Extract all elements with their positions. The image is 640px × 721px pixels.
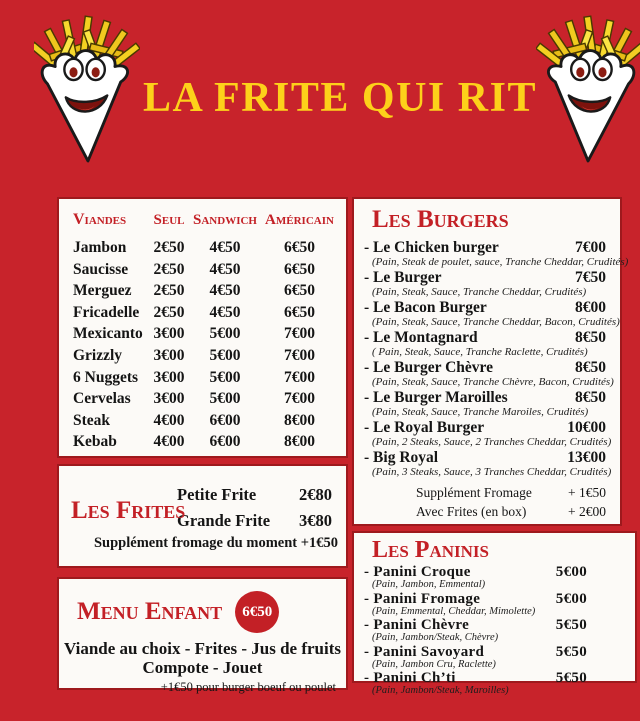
extra-label: Avec Frites (en box) xyxy=(416,504,527,519)
price-sandwich: 4€50 xyxy=(209,260,241,278)
paninis-list xyxy=(364,565,587,697)
list-item xyxy=(177,508,332,534)
extra-price: + 1€50 xyxy=(568,485,606,500)
meat-name: Mexicanto xyxy=(73,325,143,343)
price-seul: 2€50 xyxy=(153,260,185,278)
list-item xyxy=(364,359,614,388)
price-americain: 6€50 xyxy=(284,303,315,321)
panini-name: - Panini Chèvre xyxy=(364,618,469,633)
list-item xyxy=(364,270,606,298)
burger-name: - Le Montagnard xyxy=(364,330,478,346)
price-americain: 6€50 xyxy=(284,239,315,256)
price-americain: 7€00 xyxy=(284,346,315,364)
menu-enfant-line1: Viande au choix - Frites - Jus de fruits xyxy=(63,639,342,658)
list-item xyxy=(364,299,620,328)
burger-price: 8€50 xyxy=(575,329,606,346)
price-seul: 3€00 xyxy=(153,390,185,408)
viandes-heading: Viandes xyxy=(73,211,127,228)
burger-ingredients: ( Pain, Steak, Sauce, Tranche Raclette, Crudités) xyxy=(372,346,588,358)
burger-price: 8€50 xyxy=(575,389,606,406)
burger-price: 8€50 xyxy=(575,359,606,376)
burger-ingredients: (Pain, Steak, Sauce, Tranche Cheddar, Crudités) xyxy=(372,286,587,298)
price-americain: 7€00 xyxy=(284,325,315,343)
frite-price: 3€80 xyxy=(299,511,332,530)
meat-name: Merguez xyxy=(73,282,132,300)
meat-name: Jambon xyxy=(73,239,127,256)
burger-name: - Le Burger xyxy=(364,270,442,286)
panini-ingredients: (Pain, Jambon Cru, Raclette) xyxy=(372,658,496,670)
burger-name: - Le Chicken burger xyxy=(364,240,499,256)
column-header-seul: Seul xyxy=(153,212,185,228)
table-row xyxy=(73,410,336,432)
burger-price: 7€50 xyxy=(575,269,606,286)
burgers-extras xyxy=(364,483,606,521)
column-header-americain: Américain xyxy=(265,212,334,228)
menu-enfant-heading: Menu Enfant xyxy=(77,598,223,625)
menu-enfant-header xyxy=(77,590,346,634)
panini-name: - Panini Fromage xyxy=(364,592,480,607)
price-sandwich: 5€00 xyxy=(209,390,241,408)
meat-name: Steak xyxy=(73,411,111,429)
burger-price: 8€00 xyxy=(575,299,606,316)
menu-enfant-line2: Compote - Jouet xyxy=(142,658,263,677)
table-row xyxy=(73,259,336,281)
price-seul: 2€50 xyxy=(153,282,185,300)
menu-enfant-note: +1€50 pour burger boeuf ou poulet xyxy=(160,680,336,694)
price-sandwich: 4€50 xyxy=(209,282,241,300)
price-seul: 2€50 xyxy=(153,303,185,321)
panini-name: - Panini Savoyard xyxy=(364,645,484,660)
panini-price: 5€50 xyxy=(555,670,587,686)
burger-ingredients: (Pain, Steak, Sauce, Tranche Chèvre, Bacon, Crudités) xyxy=(372,376,614,388)
burger-name: - Le Burger Chèvre xyxy=(364,360,493,376)
panini-price: 5€00 xyxy=(555,590,587,607)
panini-name: - Panini Croque xyxy=(364,565,471,580)
meat-name: Fricadelle xyxy=(73,303,140,321)
list-item xyxy=(364,618,587,644)
price-sandwich: 6€00 xyxy=(209,411,241,429)
list-item xyxy=(364,645,587,671)
price-badge: 6€50 xyxy=(235,591,279,633)
list-item xyxy=(177,482,332,508)
menu-enfant-contents xyxy=(59,639,346,677)
burger-ingredients: (Pain, 2 Steaks, Sauce, 2 Tranches Cheddar, Crudités) xyxy=(372,436,612,448)
viandes-panel xyxy=(57,197,348,458)
meat-name: Kebab xyxy=(73,433,117,451)
price-sandwich: 5€00 xyxy=(209,368,241,386)
page-title: LA FRITE QUI RIT xyxy=(143,75,537,121)
extra-price: + 2€00 xyxy=(568,504,606,519)
viandes-table-body xyxy=(73,237,336,453)
burger-price: 10€00 xyxy=(567,419,606,436)
burgers-heading: Les Burgers xyxy=(372,206,509,233)
fries-mascot-icon xyxy=(34,12,140,176)
burger-name: - Big Royal xyxy=(364,450,438,466)
table-row xyxy=(73,323,336,345)
price-sandwich: 5€00 xyxy=(209,346,241,364)
price-americain: 6€50 xyxy=(284,260,315,278)
extra-label: Supplément Fromage xyxy=(416,485,532,500)
frite-name: Grande Frite xyxy=(177,511,271,530)
panini-ingredients: (Pain, Jambon/Steak, Chèvre) xyxy=(372,632,499,643)
price-americain: 6€50 xyxy=(284,282,315,300)
burger-name: - Le Royal Burger xyxy=(364,420,484,436)
extra-option xyxy=(364,483,606,502)
price-sandwich: 6€00 xyxy=(209,433,241,451)
frite-name: Petite Frite xyxy=(177,485,257,504)
table-row xyxy=(73,345,336,367)
frites-items xyxy=(177,482,332,534)
price-sandwich: 5€00 xyxy=(209,325,241,343)
table-row xyxy=(73,237,336,259)
table-row xyxy=(73,302,336,324)
paninis-heading: Les Paninis xyxy=(372,537,489,563)
price-seul: 3€00 xyxy=(153,368,185,386)
meat-name: Cervelas xyxy=(73,390,131,408)
list-item xyxy=(364,419,612,448)
price-seul: 2€50 xyxy=(153,239,185,256)
burger-price: 7€00 xyxy=(575,239,606,256)
burger-name: - Le Burger Maroilles xyxy=(364,390,508,406)
burger-price: 13€00 xyxy=(567,449,606,466)
panini-price: 5€50 xyxy=(555,643,587,660)
price-sandwich: 4€50 xyxy=(209,239,241,256)
list-item xyxy=(364,330,606,358)
table-row xyxy=(73,431,336,453)
panini-price: 5€00 xyxy=(555,564,587,580)
price-americain: 8€00 xyxy=(284,433,315,451)
column-header-sandwich: Sandwich xyxy=(193,212,257,228)
frite-price: 2€80 xyxy=(299,485,332,504)
price-sandwich: 4€50 xyxy=(209,303,241,321)
table-row xyxy=(73,367,336,389)
panini-ingredients: (Pain, Emmental, Cheddar, Mimolette) xyxy=(372,605,536,617)
burgers-list xyxy=(364,239,629,478)
burger-name: - Le Bacon Burger xyxy=(364,300,487,316)
panini-price: 5€50 xyxy=(555,617,587,633)
table-row xyxy=(73,388,336,410)
panini-ingredients: (Pain, Jambon, Emmental) xyxy=(372,579,486,590)
extra-option xyxy=(364,502,606,521)
frites-supplement-note: Supplément fromage du moment +1€50 xyxy=(93,535,338,551)
list-item xyxy=(364,449,612,478)
list-item xyxy=(364,671,587,697)
panini-ingredients: (Pain, Jambon/Steak, Maroilles) xyxy=(372,685,509,696)
list-item xyxy=(364,390,606,418)
price-seul: 3€00 xyxy=(153,325,185,343)
price-seul: 4€00 xyxy=(153,411,185,429)
list-item xyxy=(364,592,587,618)
viandes-table-header xyxy=(73,211,336,229)
list-item xyxy=(364,565,587,591)
burgers-panel xyxy=(352,197,629,526)
meat-name: 6 Nuggets xyxy=(73,368,139,386)
burger-ingredients: (Pain, Steak, Sauce, Tranche Cheddar, Bacon, Crudités) xyxy=(372,316,620,328)
burger-ingredients: (Pain, 3 Steaks, Sauce, 3 Tranches Cheddar, Crudités) xyxy=(372,466,612,478)
price-americain: 7€00 xyxy=(284,390,315,408)
list-item xyxy=(364,239,629,268)
burger-ingredients: (Pain, Steak, Sauce, Tranche Maroiles, Crudités) xyxy=(372,406,589,418)
panini-name: - Panini Ch’ti xyxy=(364,671,456,686)
price-americain: 8€00 xyxy=(284,411,315,429)
fries-mascot-icon xyxy=(536,12,640,176)
paninis-panel xyxy=(352,531,637,696)
table-row xyxy=(73,280,336,302)
price-seul: 3€00 xyxy=(153,346,185,364)
burger-ingredients: (Pain, Steak de poulet, sauce, Tranche Cheddar, Crudités) xyxy=(372,256,629,268)
price-americain: 7€00 xyxy=(284,368,315,386)
frites-heading: Les Frites xyxy=(71,497,186,524)
meat-name: Grizzly xyxy=(73,346,123,364)
frites-panel xyxy=(57,464,348,568)
menu-enfant-panel xyxy=(57,577,348,694)
meat-name: Saucisse xyxy=(73,260,129,278)
price-seul: 4€00 xyxy=(153,433,185,451)
